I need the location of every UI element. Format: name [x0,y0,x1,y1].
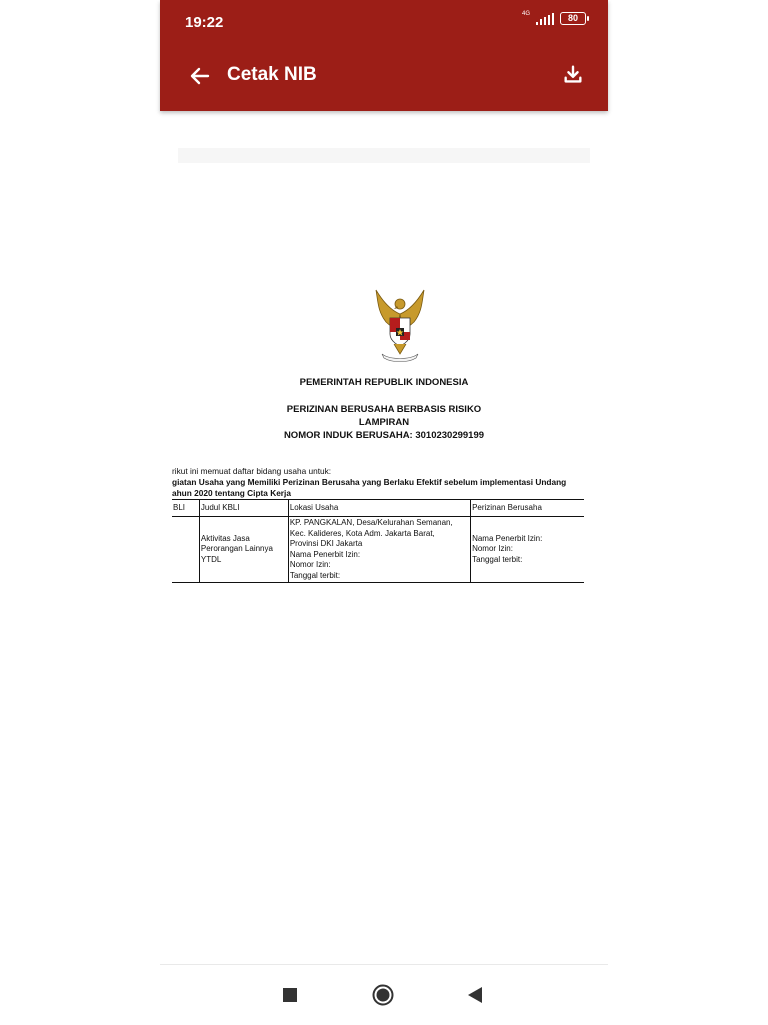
kbli-cell [172,517,199,583]
column-header: Perizinan Berusaha [471,500,584,517]
lokasi-line: Provinsi DKI Jakarta [289,539,363,548]
judul-kbli-cell: Aktivitas Jasa Perorangan Lainnya YTDL [199,517,288,583]
heading-line: PERIZINAN BERUSAHA BERBASIS RISIKO [286,404,482,415]
business-table [172,499,584,583]
perizinan-line: Tanggal terbit: [472,554,523,564]
garuda-emblem [364,284,436,364]
table-header-row [172,500,584,517]
battery-icon [560,12,586,25]
lokasi-line: Kec. Kalideres, Kota Adm. Jakarta Barat, [289,528,435,538]
app-bar [160,0,608,111]
signal-icon [536,13,554,25]
perizinan-line: Nama Penerbit Izin: [472,533,543,543]
column-header: BLI [172,500,199,517]
navigation-bar [160,964,608,1025]
lokasi-line: Nama Penerbit Izin: [289,549,361,559]
status-time: 19:22 [185,14,224,31]
download-icon[interactable] [562,64,584,86]
battery-level: 80 [567,13,578,23]
lokasi-line: Tanggal terbit: [289,570,341,580]
document-intro [172,466,592,499]
column-header: Judul KBLI [199,500,288,517]
lokasi-line: Nomor Izin: [289,560,331,569]
circle-home-icon[interactable] [372,984,394,1006]
nib-number: NOMOR INDUK BERUSAHA: 3010230299199 [283,430,485,441]
perizinan-cell [471,517,584,583]
triangle-back-icon[interactable] [467,986,483,1004]
network-label: 4G [521,10,530,17]
document-subheading [178,403,590,442]
column-header: Lokasi Usaha [288,500,470,517]
square-recents-icon[interactable] [283,988,297,1002]
document-page [172,270,590,600]
arrow-left-icon[interactable] [188,64,212,88]
lokasi-cell [288,517,470,583]
perizinan-line: Nomor Izin: [472,544,513,554]
document-strip [178,148,590,163]
lokasi-line: KP. PANGKALAN, Desa/Kelurahan Semanan, [289,518,453,527]
heading-line: LAMPIRAN [358,417,410,428]
page-title: Cetak NIB [227,64,317,85]
document-heading: PEMERINTAH REPUBLIK INDONESIA [299,377,469,388]
intro-line: rikut ini memuat daftar bidang usaha untuk: [172,466,332,476]
table-row [172,517,584,583]
intro-line-bold: giatan Usaha yang Memiliki Perizinan Berusaha yang Berlaku Efektif sebelum implementasi Undang [172,477,567,487]
status-icons [522,12,586,25]
intro-line-bold: ahun 2020 tentang Cipta Kerja [172,488,291,498]
phone-screen [160,0,608,1024]
